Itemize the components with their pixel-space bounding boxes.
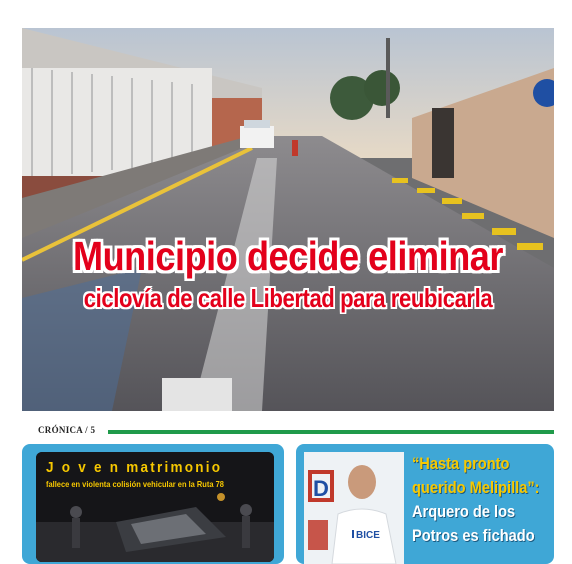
hero-headline[interactable]: Municipio decide eliminar [72, 233, 504, 279]
story-card-crash[interactable] [22, 444, 284, 564]
headline-line-4: Potros es fichado [412, 526, 535, 545]
headline-line-1: “Hasta pronto [412, 454, 510, 473]
crash-story-title[interactable]: J o v e n matrimonio [46, 459, 223, 476]
story-card-goalkeeper[interactable] [296, 444, 554, 564]
goalkeeper-story-title[interactable] [412, 452, 540, 548]
svg-text:D: D [313, 476, 329, 501]
headline-line-2: querido Melipilla”: [412, 478, 540, 497]
section-divider [108, 430, 554, 434]
goalkeeper-photo [304, 452, 404, 564]
goalkeeper-image [304, 452, 404, 564]
hero-photo[interactable] [22, 28, 554, 411]
jersey-text: BICE [356, 530, 380, 541]
crash-story-subtitle[interactable]: fallece en violenta colisión vehicular en la Ruta 78 [46, 479, 224, 489]
street-scene-image [22, 28, 554, 411]
section-bar [22, 424, 554, 438]
crash-photo [36, 452, 274, 562]
section-label: CRÓNICA / 5 [38, 425, 96, 435]
headline-line-3: Arquero de los [412, 502, 516, 521]
hero-subheadline[interactable]: ciclovía de calle Libertad para reubicarla [83, 283, 493, 313]
